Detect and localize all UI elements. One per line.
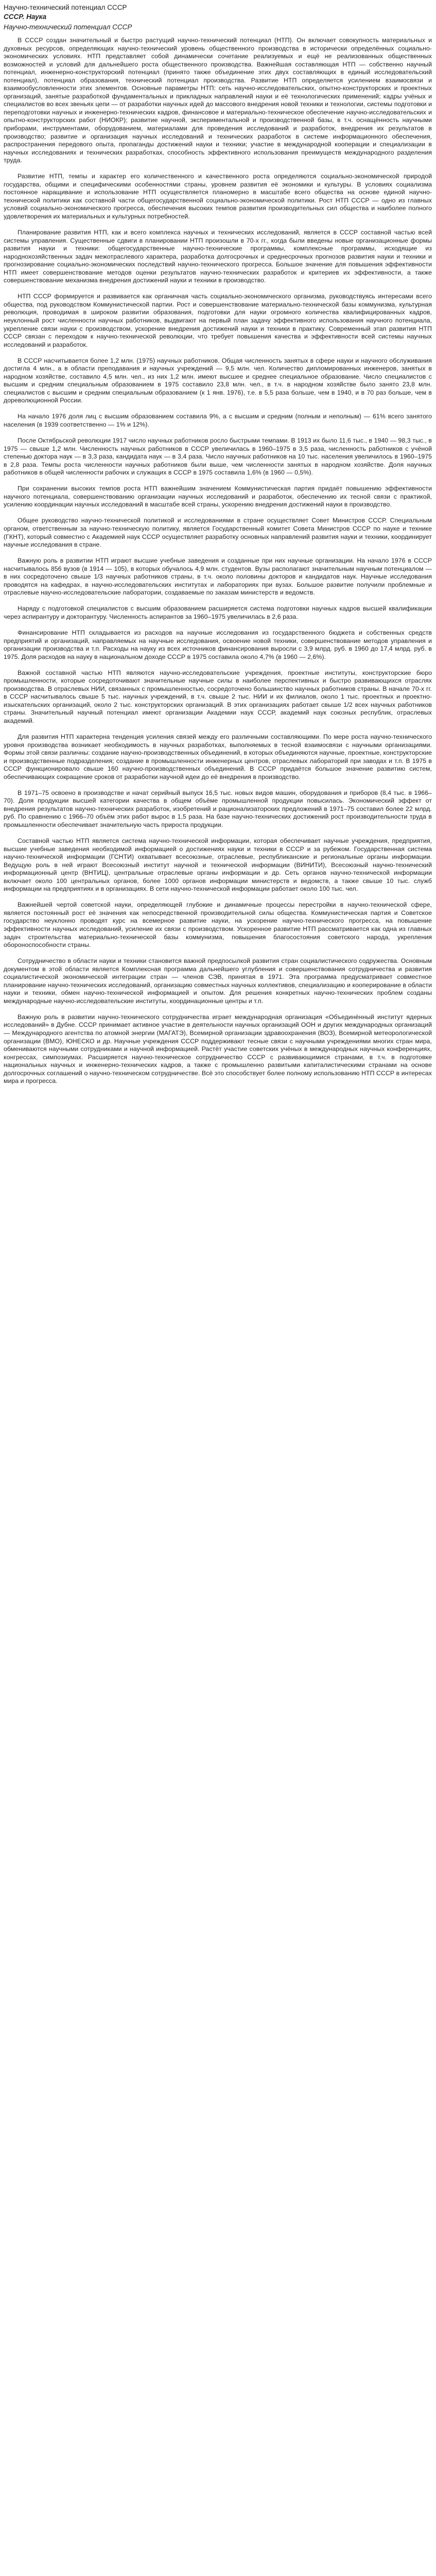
article-page	[0, 0, 436, 1104]
paragraph: Развитие НТП, темпы и характер его количественного и качественного роста определяются социально-экономической природой государства, общими и специфическими особенностями страны, уровнем развития её экономики и культуры. В условиях социализма постоянное наращивание и использование НТП осуществляется планомерно в масштабе всего общества на основе единой научно-технической политики как составной части общегосударственной социально-экономической политики. Рост НТП СССР — одно из главных условий социально-экономического прогресса, обеспечения высоких темпов развития производительных сил общества и наиболее полного удовлетворения их материальных и культурных потребностей.	[4, 173, 432, 220]
paragraph: Общее руководство научно-технической политикой и исследованиями в стране осуществляет Совет Министров СССР. Специальным органом, ответственным за научно-техническую политику, является Государственный комитет Совета Министров СССР по науке и технике (ГКНТ), который совместно с Академией наук СССР осуществляет разработку основных направлений развития науки и техники, координирует научные исследования в стране.	[4, 517, 432, 549]
paragraph: На начало 1976 доля лиц с высшим образованием составила 9%, а с высшим и средним (полным и неполным) — 61% всего занятого населения (в 1939 соответственно — 1% и 12%).	[4, 413, 432, 429]
document-subtitle: СССР. Наука	[4, 13, 47, 21]
paragraph: Для развития НТП характерна тенденция усиления связей между его различными составляющими. По мере роста научно-технического уровня производства возникает необходимость в научных разработках, выполняемых в тесной взаимосвязи с научными организациями. Формы этой связи различны: создание научно-производственных объединений, в которых объединяются научные, проектные, конструкторские и производственные подразделения; создание в промышленности инженерных центров, отраслевых лабораторий при заводах и т.п. В 1975 в СССР функционировало свыше 160 научно-производственных объединений. В СССР придаётся большое значение развитию систем, обеспечивающих сокращение сроков от разработки научной идеи до её внедрения в производство.	[4, 733, 432, 781]
article-body	[4, 37, 432, 1086]
paragraph: Важную роль в развитии НТП играют высшие учебные заведения и созданные при них научные организации. На начало 1976 в СССР насчитывалось 856 вузов (в 1914 — 105), в которых обучалось 4,9 млн. студентов. Вузы располагают значительным научным потенциалом — в них сосредоточено свыше 1/3 научных работников страны, в т.ч. около половины докторов и кандидатов наук. Научные исследования проводятся на кафедрах, в научно-исследовательских институтах и лабораториях при вузах. Большое развитие получили проблемные и отраслевые научно-исследовательские лаборатории, создаваемые по заказам министерств и ведомств.	[4, 557, 432, 597]
paragraph: Важной составной частью НТП являются научно-исследовательские учреждения, проектные институты, конструкторские бюро промышленности, которые сосредоточивают значительные научные силы в наиболее перспективных и быстро развивающихся отраслях производства. В отраслевых НИИ, связанных с промышленностью, сосредоточено большинство научных работников страны. В начале 70-х гг. в СССР насчитывалось свыше 5 тыс. научных учреждений, в т.ч. свыше 2 тыс. НИИ и их филиалов, около 1 тыс. проектных и проектно-изыскательских организаций, около 2 тыс. конструкторских организаций. В этих организациях работает свыше 1/2 всех научных работников страны. Значительный научный потенциал имеют организации Академии наук СССР, академий наук союзных республик, отраслевых академий.	[4, 669, 432, 724]
paragraph: Наряду с подготовкой специалистов с высшим образованием расширяется система подготовки научных кадров высшей квалификации через аспирантуру и докторантуру. Численность аспирантов за 1960–1975 увеличилась в 2,6 раза.	[4, 605, 432, 620]
paragraph: Важную роль в развитии научно-технического сотрудничества играет международная организация «Объединённый институт ядерных исследований» в Дубне. СССР принимает активное участие в деятельности научных организаций ООН и других международных организаций — Международного агентства по атомной энергии (МАГАТЭ), Всемирной организации здравоохранения (ВОЗ), Всемирной метеорологической организации (ВМО), ЮНЕСКО и др. Научные учреждения СССР поддерживают тесные связи с научными учреждениями многих стран мира, обмениваются научными сотрудниками и научной информацией. Растёт участие советских учёных в международных научных конференциях, конгрессах, симпозиумах. Расширяется научно-техническое сотрудничество СССР с развивающимися странами, в т.ч. в подготовке национальных научных и инженерно-технических кадров, а также с промышленно развитыми капиталистическими странами на основе долгосрочных соглашений о научно-техническом сотрудничестве. Всё это способствует более полному использованию НТП СССР в интересах мира и прогресса.	[4, 1013, 432, 1085]
section-heading: Научно-технический потенциал СССР	[4, 23, 132, 31]
paragraph: Планирование развития НТП, как и всего комплекса научных и технических исследований, является в СССР составной частью всей системы управления. Существенные сдвиги в планировании НТП произошли в 70-х гг., когда были введены новые организационные формы развития науки и техники: общегосударственные научно-технические программы, комплексные программы, исходящие из народнохозяйственных задач межотраслевого характера, разработка долгосрочных и среднесрочных прогнозов развития науки и техники и прогнозирование социально-экономических последствий научно-технического прогресса. Большое значение для повышения эффективности НТП имеет совершенствование методов оценки результатов научно-технических разработок и критериев их эффективности, а также совершенствование механизма внедрения достижений науки и техники в производство.	[4, 229, 432, 284]
paragraph: Важнейшей чертой советской науки, определяющей глубокие и динамичные процессы перестройки в научно-технической сфере, является постоянный рост её значения как непосредственной производительной силы общества. Коммунистическая партия и Советское государство неуклонно проводят курс на всемерное развитие науки, на ускорение научно-технического прогресса, на повышение эффективности научных исследований, усиление их связи с производством. Ускоренное развитие НТП рассматривается как одна из главных задач строительства материально-технической базы коммунизма, повышения благосостояния советского народа, укрепления обороноспособности страны.	[4, 901, 432, 949]
paragraph: В СССР насчитывается более 1,2 млн. (1975) научных работников. Общая численность занятых в сфере науки и научного обслуживания достигла 4 млн., а в области преподавания и научных учреждений — 9,5 млн. чел. Количество дипломированных инженеров, занятых в народном хозяйстве, составило 4,5 млн. чел., из них 1,2 млн. имеют высшее и среднее специальное образование. Число специалистов с высшим и средним специальным образованием в 1975 составило 23,8 млн. чел., в т.ч. в народном хозяйстве было занято 23,8 млн. специалистов с высшим и средним специальным образованием (к 1 янв. 1976), т.е. в 5,5 раза больше, чем в 1940, и в 70 раз больше, чем в дореволюционной России.	[4, 357, 432, 404]
paragraph: Составной частью НТП является система научно-технической информации, которая обеспечивает научные учреждения, предприятия, высшие учебные заведения необходимой информацией о достижениях науки и техники в СССР и за рубежом. Государственная система научно-технической информации (ГСНТИ) охватывает всесоюзные, отраслевые, республиканские и региональные органы информации. Ведущую роль в ней играют Всесоюзный институт научной и технической информации (ВИНИТИ), Всесоюзный научно-технический информационный центр (ВНТИЦ), центральные отраслевые органы информации и др. Сеть органов научно-технической информации включает около 100 центральных органов, более 1000 органов информации министерств и ведомств, а также свыше 10 тыс. служб информации на предприятиях и в организациях. В сети научно-технической информации работает около 100 тыс. чел.	[4, 837, 432, 893]
paragraph: Сотрудничество в области науки и техники становится важной предпосылкой развития стран социалистического содружества. Основным документом в этой области является Комплексная программа дальнейшего углубления и совершенствования сотрудничества и развития социалистической экономической интеграции стран — членов СЭВ, принятая в 1971. Эта программа предусматривает совместное планирование научно-технических исследований, организацию совместных научных коллективов, специализацию и кооперирование в области науки и техники, обмен научно-технической информацией и опытом. Для решения конкретных научно-технических проблем созданы международные научно-исследовательские институты, координационные центры и т.п.	[4, 957, 432, 1005]
paragraph: Финансирование НТП складывается из расходов на научные исследования из государственного бюджета и собственных средств предприятий и организаций, направляемых на научные исследования, освоение новой техники, совершенствование методов управления и организации производства и т.п. Расходы на науку из всех источников финансирования выросли с 3,9 млрд. руб. в 1960 до 17,4 млрд. руб. в 1975. Доля расходов на науку в национальном доходе СССР в 1975 составила около 4,7% (в 1960 — 2,6%).	[4, 629, 432, 660]
paragraph: НТП СССР формируется и развивается как органичная часть социально-экономического организма, руководствуясь интересами всего общества, под руководством Коммунистической партии. Рост и совершенствование материально-технической базы коммунизма, культурная революция, проводимая в широком развитии образования, подготовки для науки огромного количества квалифицированных кадров, неуклонный рост численности научных работников, выдвигают на первый план задачу эффективного использования научного потенциала, укрепление связи науки с производством, ускорение внедрения достижений науки и техники в практику. Современный этап развития НТП СССР связан с переходом к научно-технической революции, что требует повышения качества и эффективности всей системы научных исследований и разработок.	[4, 293, 432, 348]
paragraph: При сохранении высоких темпов роста НТП важнейшим значением Коммунистическая партия придаёт повышению эффективности научного потенциала, совершенствованию организации научных исследований и разработок, обеспечению их тесной связи с практикой, усилению координации научных исследований в масштабе всей страны, ускорению внедрения достижений науки в производство.	[4, 485, 432, 509]
paragraph: В 1971–75 освоено в производстве и начат серийный выпуск 16,5 тыс. новых видов машин, оборудования и приборов (8,4 тыс. в 1966–70). Доля продукции высшей категории качества в общем объёме промышленной продукции повысилась. Экономический эффект от внедрения результатов научно-технических разработок, изобретений и рационализаторских предложений в 1971–75 составил более 22 млрд. руб. По сравнению с 1966–70 объём этих работ вырос в 1,5 раза. На базе научно-технических достижений рост производительности труда в промышленности обеспечивает значительную часть прироста продукции.	[4, 789, 432, 828]
paragraph: В СССР создан значительный и быстро растущий научно-технический потенциал (НТП). Он включает совокупность материальных и духовных ресурсов, определяющих научно-технический уровень общественного производства в исторически определённых социально-экономических условиях. НТП представляет собой динамически сочетание реализуемых и ещё не реализованных общественных возможностей и условий для дальнейшего роста общественного производства. Важнейшая составляющая НТП — собственно научный потенциал, инженерно-конструкторский потенциал (принято также объединение этих двух составляющих в единый исследовательский потенциал), потенциал образования, технический потенциал производства. Развитие НТП определяется усилением взаимосвязи и взаимообусловленности этих элементов. Основные параметры НТП: сеть научно-исследовательских, опытно-конструкторских и проектных организаций, занятые разработкой фундаментальных и прикладных направлений науки и её технологических применений; кадры учёных и специалистов во всех звеньях цепи — от разработки научных идей до массового внедрения новой техники и технологии, системы подготовки и переподготовки научных и инженерно-технических кадров, финансовое и материально-техническое обеспечение научно-исследовательских и опытно-конструкторских работ (НИОКР); развитие научной, экспериментальной и производственной базы, в т.ч. оснащённость научными приборами, инструментами, оборудованием, материалами для проведения исследований и разработок, внедрения их результатов в производство; развитие и организация научных исследований и технических разработок в системе информационного обеспечения, распространения передового опыта, пропаганды достижений науки и техники; участие в международной кооперации и специализации в научных исследованиях и технических разработках, способность эффективного использования преимуществ международного разделения труда.	[4, 37, 432, 164]
document-title: Научно-технический потенциал СССР	[4, 4, 127, 11]
paragraph: После Октябрьской революции 1917 число научных работников росло быстрыми темпами. В 1913 их было 11,6 тыс., в 1940 — 98,3 тыс., в 1975 — свыше 1,2 млн. Численность научных работников в СССР увеличилась в 1960–1975 в 3,5 раза, численность работников с учёной степенью доктора наук — в 3,3 раза, кандидата наук — в 3,4 раза. Число научных работников на 10 тыс. населения увеличилось в 1960–1975 в 2,8 раза. Темпы роста численности научных работников были выше, чем численности занятых в народном хозяйстве. Доля научных работников в общей численности рабочих и служащих в СССР в 1975 составила 1,6% (в 1960 — 0,5%).	[4, 437, 432, 477]
